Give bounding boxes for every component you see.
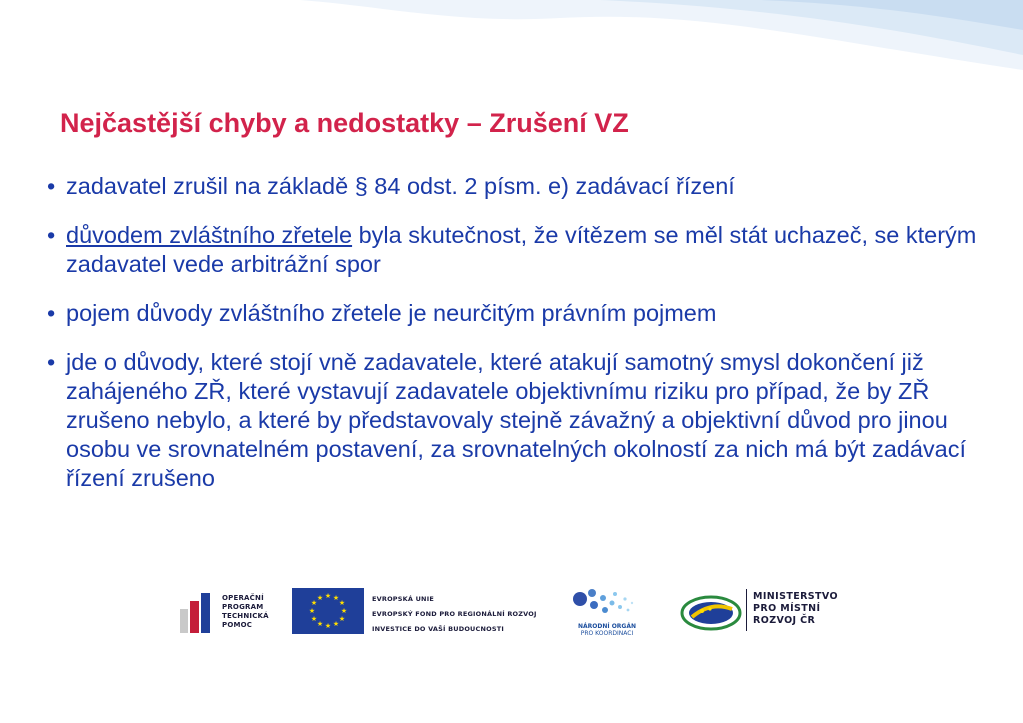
dots-icon xyxy=(570,585,640,621)
svg-text:★: ★ xyxy=(332,620,340,628)
optp-logo xyxy=(178,587,283,639)
svg-text:★: ★ xyxy=(338,599,346,607)
mmr-line: ROZVOJ ČR xyxy=(753,615,816,626)
no-line: NÁRODNÍ ORGÁN xyxy=(577,623,637,630)
svg-text:★: ★ xyxy=(340,607,348,615)
svg-text:★: ★ xyxy=(332,594,340,602)
underlined-term: důvodem zvláštního zřetele xyxy=(66,222,353,248)
mmr-divider xyxy=(746,589,747,631)
bullet-dot: • xyxy=(47,222,56,248)
svg-text:★: ★ xyxy=(324,622,332,630)
mmr-logo xyxy=(680,587,860,639)
bullet-item xyxy=(45,348,1005,493)
eu-flag-icon xyxy=(292,588,364,634)
bullet-item xyxy=(45,172,1005,201)
mmr-line: MINISTERSTVO xyxy=(753,591,838,602)
bullet-dot: • xyxy=(47,300,56,326)
bullet-text: byla skutečnost, že vítězem se měl stát uchazeč, se kterým zadavatel vede arbitrážní spor xyxy=(66,222,977,277)
no-logo xyxy=(562,585,652,641)
eu-line: EVROPSKÝ FOND PRO REGIONÁLNÍ ROZVOJ xyxy=(372,610,537,618)
optp-line: TECHNICKÁ xyxy=(222,612,269,620)
bullet-text: zadavatel zrušil na základě § 84 odst. 2 písm. e) zadávací řízení xyxy=(66,173,735,199)
mmr-emblem-icon xyxy=(680,591,742,633)
eu-line: INVESTICE DO VAŠÍ BUDOUCNOSTI xyxy=(372,625,505,633)
no-line: PRO KOORDINACI xyxy=(580,630,634,637)
svg-text:★: ★ xyxy=(316,620,324,628)
bullet-text: jde o důvody, které stojí vně zadavatele, které atakují samotný smysl dokončení již zahájeného ZŘ, které vystavují zadavatele objektivnímu riziku pro případ, že by ZŘ zrušeno nebylo, a které by představovaly stejně závažný a objektivní důvod pro jinou osobu ve srovnatelném postavení, za srovnatelných okolností za nich má být zadávací řízení zrušeno xyxy=(66,349,967,491)
svg-text:★: ★ xyxy=(324,592,332,600)
top-wave-decoration xyxy=(0,0,1023,100)
svg-text:★: ★ xyxy=(310,599,318,607)
bullet-list xyxy=(45,172,1005,513)
logo-strip xyxy=(170,585,860,645)
bullet-item xyxy=(45,299,1005,328)
bullet-dot: • xyxy=(47,349,56,375)
optp-line: POMOC xyxy=(222,621,253,629)
bullet-item xyxy=(45,221,1005,279)
eu-logo xyxy=(292,588,552,638)
svg-text:★: ★ xyxy=(308,607,316,615)
svg-text:★: ★ xyxy=(316,594,324,602)
optp-bars-icon xyxy=(178,587,222,635)
svg-text:★: ★ xyxy=(310,615,318,623)
svg-text:★: ★ xyxy=(338,615,346,623)
optp-line: PROGRAM xyxy=(222,603,264,611)
slide-title: Nejčastější chyby a nedostatky – Zrušení VZ xyxy=(60,108,629,138)
bullet-text: pojem důvody zvláštního zřetele je neurčitým právním pojmem xyxy=(66,300,717,326)
optp-line: OPERAČNÍ xyxy=(222,594,264,602)
bullet-dot: • xyxy=(47,173,56,199)
mmr-line: PRO MÍSTNÍ xyxy=(753,603,821,614)
eu-line: EVROPSKÁ UNIE xyxy=(372,595,434,603)
